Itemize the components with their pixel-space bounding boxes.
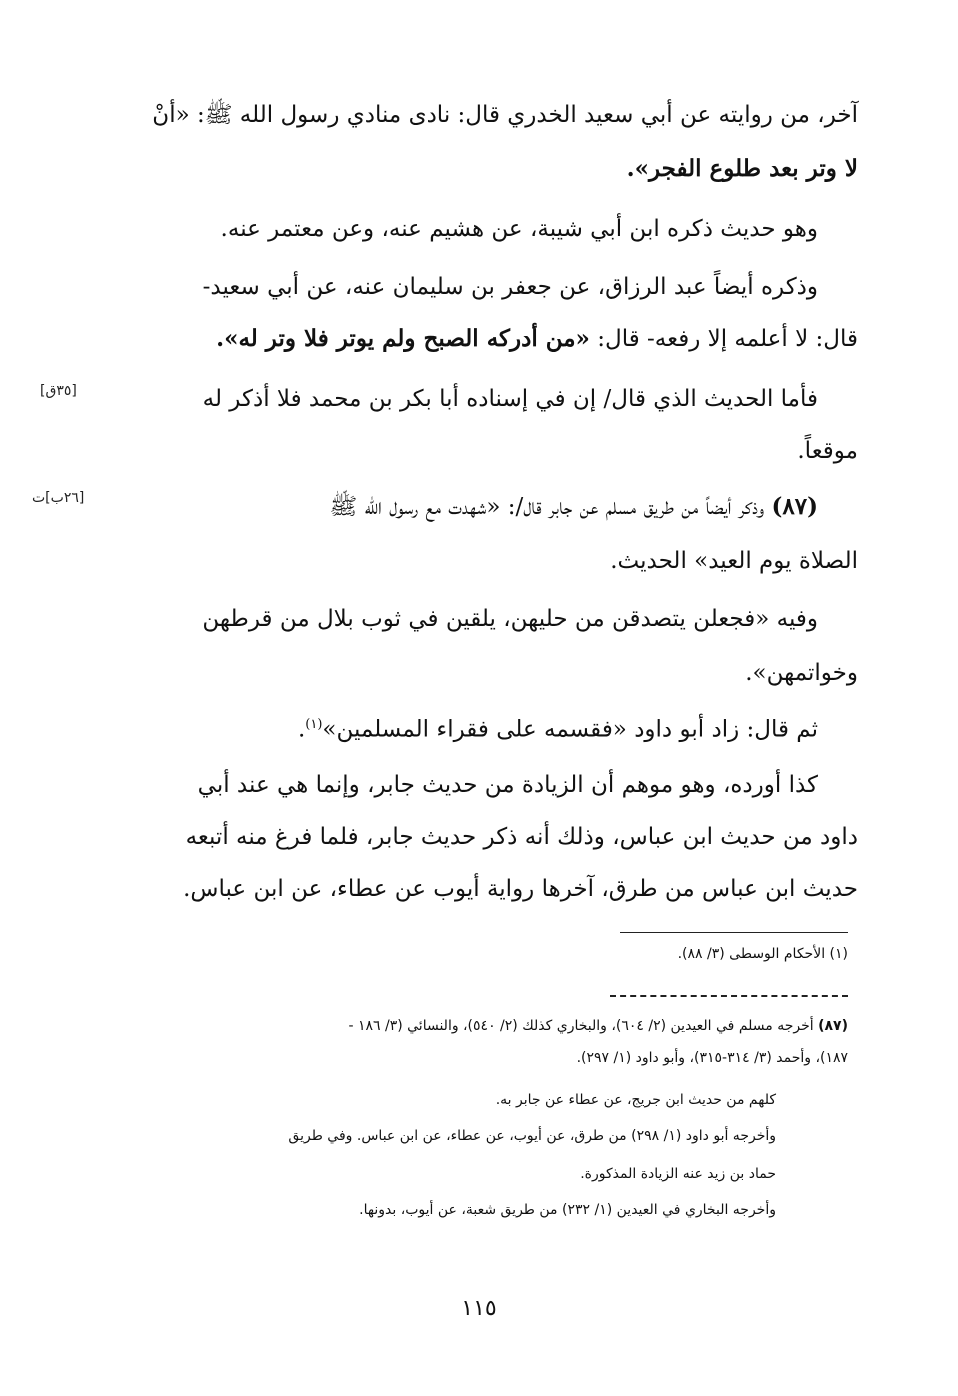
hadith-number: (٨٧) bbox=[771, 493, 818, 520]
text-line: حديث ابن عباس من طرق، آخرها رواية أيوب عن عطاء، عن ابن عباس. bbox=[183, 876, 858, 902]
endnote-divider bbox=[610, 995, 848, 997]
text-line: وفيه «فجعلن يتصدقن من حليهن، يلقين في ثوب بلال من قرطهن bbox=[202, 606, 818, 632]
paragraph-6-continued bbox=[140, 658, 858, 688]
footnote: (١) الأحكام الوسطى (٣/ ٨٨). bbox=[677, 946, 848, 962]
paragraph-8-continued bbox=[140, 822, 858, 904]
text-line bbox=[140, 324, 858, 354]
paragraph-5-continued bbox=[140, 546, 858, 576]
endnote-line: ١٨٧)، وأحمد (٣/ ٣١٤-٣١٥)، وأبو داود (١/ ٢٩٧). bbox=[576, 1050, 848, 1066]
text-line: وهو حديث ذكره ابن أبي شيبة، عن هشيم عنه، وعن معتمر عنه. bbox=[220, 216, 818, 242]
paragraph-5 bbox=[140, 492, 858, 522]
margin-manuscript-ref: [٣٥ق] bbox=[40, 383, 77, 399]
footnote-ref: (١) bbox=[305, 717, 323, 732]
text-line: فأما الحديث الذي قال/ إن في إسناده أبا بكر بن محمد فلا أذكر له bbox=[202, 386, 818, 412]
margin-manuscript-ref: [٢٦ب]ت bbox=[32, 490, 85, 506]
text-line bbox=[140, 492, 818, 522]
paragraph-1 bbox=[140, 100, 858, 184]
text-line: داود من حديث ابن عباس، وذلك أنه ذكر حديث جابر، فلما فرغ منه أتبعه bbox=[185, 824, 858, 850]
quote-text: «من أدركه الصبح ولم يوتر فلا وتر له». bbox=[216, 325, 590, 352]
paragraph-8 bbox=[140, 770, 858, 800]
text-line: لا وتر بعد طلوع الفجر». bbox=[626, 155, 858, 182]
text-line: آخر، من روايته عن أبي سعيد الخدري قال: نادى منادي رسول الله ﷺ: «أنْ bbox=[152, 102, 858, 128]
endnote-number: (٨٧) bbox=[818, 1018, 848, 1034]
endnote-line: وأخرجه البخاري في العيدين (١/ ٢٣٢) من طريق شعبة، عن أيوب، بدونها. bbox=[359, 1202, 776, 1218]
paragraph-2 bbox=[140, 214, 858, 244]
paragraph-3 bbox=[140, 272, 858, 302]
text-segment: أخرجه مسلم في العيدين (٢/ ٦٠٤)، والبخاري كذلك (٢/ ٥٤٠)، والنسائي (٣/ ١٨٦ - bbox=[348, 1018, 819, 1034]
text-line: موقعاً. bbox=[797, 438, 858, 464]
endnote-line: حماد بن زيد عنه الزيادة المذكورة. bbox=[580, 1166, 776, 1182]
page-number: ١١٥ bbox=[461, 1296, 497, 1321]
text-line: الصلاة يوم العيد» الحديث. bbox=[610, 548, 858, 574]
paragraph-3-continued bbox=[140, 324, 858, 354]
text-segment: . bbox=[297, 716, 306, 743]
text-segment: وذكر أيضاً من طريق مسلم عن جابر قال/: «شهدت مع رسول الله ﷺ bbox=[329, 494, 772, 520]
text-line: كذا أورده، وهو موهم أن الزيادة من حديث جابر، وإنما هي عند أبي bbox=[197, 772, 818, 798]
endnote-line bbox=[348, 1016, 848, 1036]
endnote-line: كلهم من حديث ابن جريج، عن عطاء عن جابر به. bbox=[495, 1092, 776, 1108]
endnote-line: وأخرجه أبو داود (١/ ٢٩٨) من طرق، عن أيوب، عن عطاء، عن ابن عباس. وفي طريق bbox=[288, 1128, 776, 1144]
text-segment: ثم قال: زاد أبو داود «فقسمه على فقراء المسلمين» bbox=[322, 716, 818, 743]
text-line: وذكره أيضاً عبد الرزاق، عن جعفر بن سليمان عنه، عن أبي سعيد- bbox=[202, 274, 818, 300]
paragraph-4-continued bbox=[140, 436, 858, 466]
footnote-divider bbox=[620, 932, 848, 933]
paragraph-6 bbox=[140, 604, 858, 634]
text-segment: قال: لا أعلمه إلا رفعه- قال: bbox=[589, 326, 858, 352]
paragraph-4 bbox=[140, 384, 858, 414]
paragraph-7 bbox=[140, 710, 858, 745]
text-line bbox=[140, 710, 818, 745]
text-line: وخواتمهن». bbox=[745, 660, 858, 686]
